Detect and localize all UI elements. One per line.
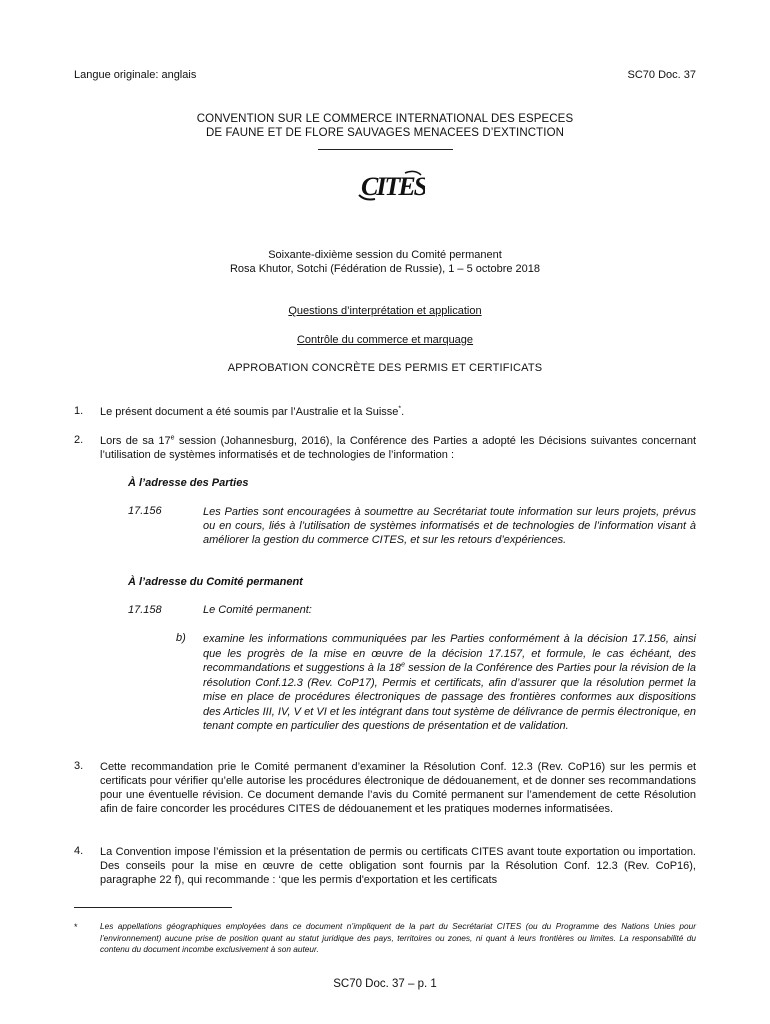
- paragraph-4-number: 4.: [74, 845, 84, 857]
- decision-17156-number: 17.156: [128, 505, 162, 517]
- paragraph-1-text: Le présent document a été soumis par l’Australie et la Suisse: [100, 406, 399, 418]
- paragraph-2: [100, 434, 696, 462]
- convention-title-line1: CONVENTION SUR LE COMMERCE INTERNATIONAL DES ESPECES: [196, 113, 574, 125]
- ordinal-suffix-b: e: [401, 661, 405, 669]
- session-title: Soixante-dixième session du Comité permanent: [268, 249, 502, 261]
- document-reference: SC70 Doc. 37: [627, 69, 696, 81]
- title-separator: [0, 141, 770, 153]
- paragraph-3-number: 3.: [74, 760, 84, 772]
- document-title: APPROBATION CONCRÈTE DES PERMIS ET CERTIFICATS: [227, 362, 543, 374]
- cites-logo: [355, 165, 425, 209]
- paragraph-2-text-b: session (Johannesburg, 2016), la Conférence des Parties a adopté les Décisions suivantes concernant l’utilisation de systèmes informatisés et de technologies de l’information :: [100, 435, 697, 461]
- decision-17158-text: Le Comité permanent:: [203, 604, 312, 616]
- paragraph-1-end: .: [401, 406, 405, 418]
- item-b-text-a: examine les informations communiquées par les Parties conformément à la décision 17.156, ainsi que les progrès de la mise en œuvre de la décision 17.157, et formule, le cas échéant, des recommandations et suggestions à la 18: [203, 633, 696, 674]
- page-footer: SC70 Doc. 37 – p. 1: [333, 978, 437, 990]
- convention-title-line2: DE FAUNE ET DE FLORE SAUVAGES MENACEES D’EXTINCTION: [205, 127, 565, 139]
- item-b-text-b: session de la Conférence des Parties pour la révision de la résolution Conf.12.3 (Rev. CoP17), Permis et certificats, afin d’assurer que la résolution permet la mise en place de procédures électroniques de passage des frontières conformes aux dispositions des Articles III, IV, V et VI et les intégrant dans tout système de délivrance de permis électronique, en tenant compte en particulier des questions de présentation et de validation.: [203, 662, 696, 732]
- item-b-text: [203, 632, 696, 734]
- paragraph-3: Cette recommandation prie le Comité permanent d’examiner la Résolution Conf. 12.3 (Rev. CoP16) sur les permis et certificats pour vérifier qu’elle autorise les procédures électronique de dédouanement, et de donner ses recommandations pour une éventuelle révision. Ce document demande l’avis du Comité permanent sur l’amendement de cette Résolution afin de faire concorder les procédures CITES de dédouanement et les pratiques modernes informatisées.: [100, 761, 696, 815]
- svg-text:CITES: CITES: [361, 172, 425, 201]
- subject-heading-2-text: Contrôle du commerce et marquage: [296, 334, 474, 346]
- ordinal-suffix: e: [170, 434, 175, 442]
- footnote-separator: [74, 907, 232, 908]
- subject-heading-2: [0, 334, 770, 346]
- subject-heading-1-text: Questions d’interprétation et application: [288, 305, 482, 317]
- paragraph-2-number: 2.: [74, 434, 84, 446]
- heading-to-parties: À l’adresse des Parties: [128, 477, 249, 489]
- item-b-label: b): [176, 632, 186, 644]
- paragraph-1-number: 1.: [74, 405, 84, 417]
- footnote-text: Les appellations géographiques employées dans ce document n’impliquent de la part du Secrétariat CITES (ou du Programme des Nations Unies pour l’environnement) aucune prise de position quant au statut juridique des pays, territoires ou zones, ni quant à leurs frontières ou limites. La responsabilité du contenu du document incombe exclusivement à son auteur.: [100, 921, 696, 954]
- paragraph-2-text-a: Lors de sa 17: [100, 435, 171, 447]
- paragraph-4: La Convention impose l’émission et la présentation de permis ou certificats CITES avant toute exportation ou importation. Des conseils pour la mise en œuvre de cette obligation sont fournis par la Résolution Conf. 12.3 (Rev. CoP16), paragraphe 22 f), qui recommande : ‘que les permis d'exportation et les certificats: [100, 846, 696, 886]
- paragraph-1: [100, 405, 696, 419]
- footnote-reference: *: [398, 405, 402, 413]
- footnote-mark: *: [74, 922, 78, 932]
- decision-17156-text: Les Parties sont encouragées à soumettre au Secrétariat toute information sur leurs projets, prévus ou en cours, liés à l’utilisation de systèmes informatisés et de technologies de l’information visant à améliorer la gestion du commerce CITES, et sur les retours d’expériences.: [203, 506, 696, 546]
- original-language: Langue originale: anglais: [74, 69, 197, 81]
- decision-17158-number: 17.158: [128, 604, 162, 616]
- heading-to-committee: À l’adresse du Comité permanent: [128, 576, 303, 588]
- subject-heading-1: [0, 305, 770, 317]
- session-location: Rosa Khutor, Sotchi (Fédération de Russie), 1 – 5 octobre 2018: [229, 263, 540, 275]
